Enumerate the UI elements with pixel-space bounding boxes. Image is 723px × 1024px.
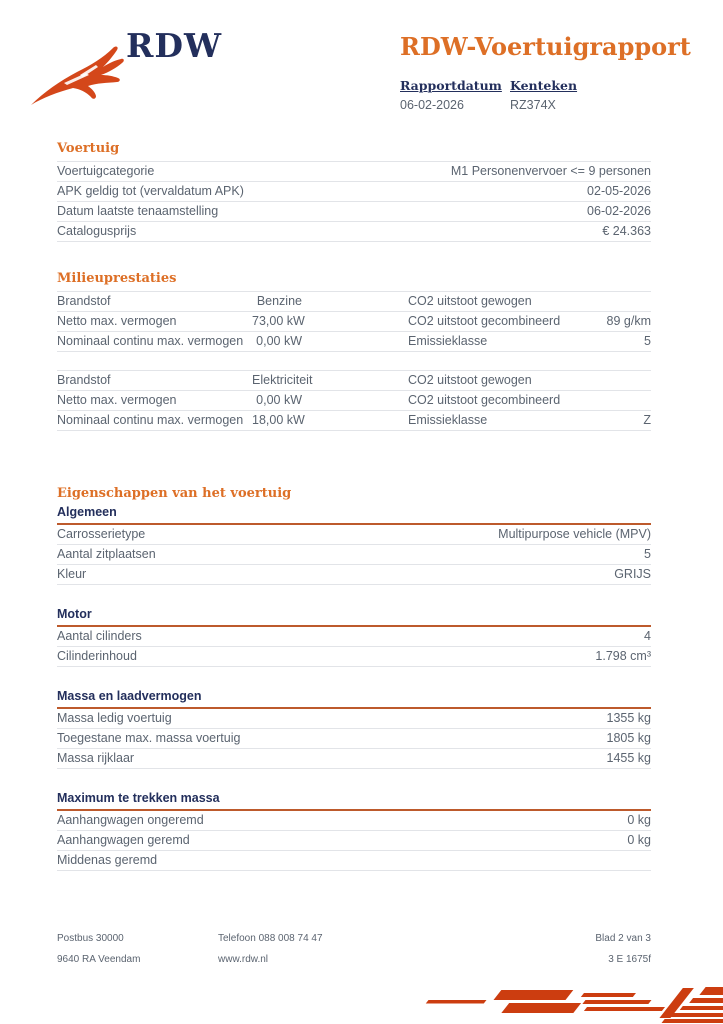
footer-website: www.rdw.nl [218,954,269,965]
table-row [57,411,651,431]
row-value: 89 g/km [606,314,651,328]
row-label: Middenas geremd [57,853,158,867]
row-label: Carrosserietype [57,527,146,541]
row-value: 5 [644,547,651,561]
row-label: Emissieklasse [408,413,488,427]
subsection-motor [57,607,651,667]
row-label: CO2 uitstoot gewogen [408,294,532,308]
row-label: Catalogusprijs [57,224,137,238]
row-value: Benzine [256,294,302,308]
row-value: 0,00 kW [256,334,302,348]
report-date-value: 06-02-2026 [400,98,464,112]
row-label: Brandstof [57,373,111,387]
row-label: Voertuigcategorie [57,164,155,178]
row-value: Multipurpose vehicle (MPV) [498,527,651,541]
row-value: 1455 kg [606,751,651,765]
table-row [57,749,651,769]
section-voertuig [57,141,651,242]
row-value: 18,00 kW [252,413,305,427]
row-label: Toegestane max. massa voertuig [57,731,241,745]
section-title: Voertuig [57,141,651,162]
subsection-title: Algemeen [57,505,651,525]
section-title: Milieuprestaties [57,271,651,292]
row-value: Elektriciteit [252,373,313,387]
row-label: Netto max. vermogen [57,393,177,407]
row-label: Datum laatste tenaamstelling [57,204,219,218]
subsection-algemeen [57,505,651,585]
row-value: 1355 kg [606,711,651,725]
subsection-massa [57,689,651,769]
report-body [57,141,651,871]
row-label: Emissieklasse [408,334,488,348]
table-row [57,391,651,411]
table-row [57,312,651,332]
report-date-field [400,78,510,112]
row-value: GRIJS [614,567,651,581]
subsection-trekken-massa [57,791,651,871]
footer-contact [218,933,595,965]
table-row [57,565,651,585]
row-value: 02-05-2026 [587,184,651,198]
row-value: 06-02-2026 [587,204,651,218]
row-label: Massa ledig voertuig [57,711,172,725]
row-value: Z [643,413,651,427]
table-row [57,182,651,202]
row-value: 5 [644,334,651,348]
table-row [57,831,651,851]
row-label: Aantal cilinders [57,629,142,643]
section-milieuprestaties [57,271,651,431]
row-value: 1.798 cm³ [595,649,651,663]
row-value: 73,00 kW [252,314,305,328]
row-label: Massa rijklaar [57,751,135,765]
row-label: Aanhangwagen ongeremd [57,813,204,827]
table-row [57,545,651,565]
row-value: 0,00 kW [256,393,302,407]
fuel-block-elektriciteit [57,370,651,431]
fuel-block-benzine [57,292,651,352]
row-value: 4 [644,629,651,643]
report-date-label: Rapportdatum [400,78,502,93]
table-row [57,371,651,391]
row-label: CO2 uitstoot gewogen [408,373,532,387]
row-label: CO2 uitstoot gecombineerd [408,314,561,328]
footer-page-number: Blad 2 van 3 [595,933,651,944]
rdw-logo-text: RDW [126,26,223,65]
row-value: M1 Personenvervoer <= 9 personen [450,164,651,178]
row-label: Aantal zitplaatsen [57,547,156,561]
section-eigenschappen [57,486,651,871]
subsection-title: Motor [57,607,651,627]
row-label: CO2 uitstoot gecombineerd [408,393,561,407]
footer-phone: Telefoon 088 008 74 47 [218,933,323,944]
table-row [57,222,651,242]
row-label: Nominaal continu max. vermogen [57,334,244,348]
row-label: Brandstof [57,294,111,308]
table-row [57,647,651,667]
row-value: 0 kg [627,813,651,827]
row-label: Aanhangwagen geremd [57,833,190,847]
section-title: Eigenschappen van het voertuig [57,486,292,501]
page-footer [57,933,651,965]
rdw-feather-logo-icon [28,42,126,108]
footer-address [57,933,218,965]
table-row [57,729,651,749]
table-row [57,525,651,545]
row-label: Nominaal continu max. vermogen [57,413,244,427]
table-row [57,811,651,831]
row-value: € 24.363 [602,224,651,238]
license-plate-field [510,78,577,112]
table-row [57,292,651,312]
footer-address-line2: 9640 RA Veendam [57,954,141,965]
footer-page-info [595,933,651,965]
row-value: 1805 kg [606,731,651,745]
page-title: RDW-Voertuigrapport [400,32,691,61]
table-row [57,202,651,222]
table-row [57,332,651,352]
footer-form-code: 3 E 1675f [608,954,651,965]
row-label: Netto max. vermogen [57,314,177,328]
row-value: 0 kg [627,833,651,847]
header-fields [400,78,577,112]
row-label: Kleur [57,567,87,581]
subsection-title: Maximum te trekken massa [57,791,651,811]
license-plate-label: Kenteken [510,78,578,93]
table-row [57,162,651,182]
table-row [57,709,651,729]
table-row [57,627,651,647]
license-plate-value: RZ374X [510,98,556,112]
table-row [57,851,651,871]
footer-address-line1: Postbus 30000 [57,933,124,944]
row-label: Cilinderinhoud [57,649,137,663]
row-label: APK geldig tot (vervaldatum APK) [57,184,244,198]
subsection-title: Massa en laadvermogen [57,689,651,709]
rdw-speed-stripes-graphic [400,984,723,1024]
